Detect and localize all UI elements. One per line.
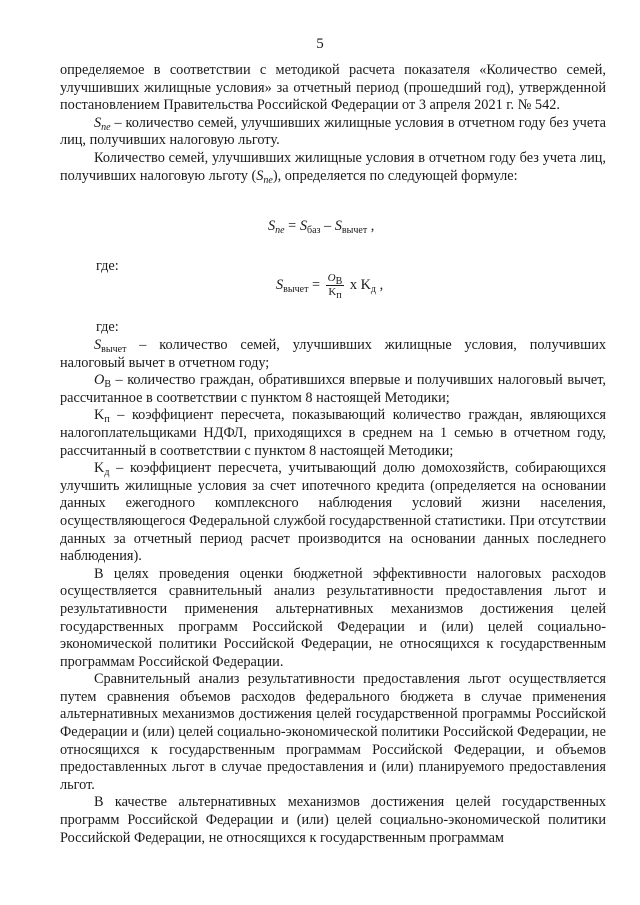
where-label-1: где: bbox=[96, 258, 119, 274]
definition-svychet: $S_{вычет}$ – количество семей, улучшивших жилищные условия, получивших налоговый вычет в отчетном году; bbox=[60, 337, 606, 371]
definition-kp: $K_п$ – коэффициент пересчета, показывающий количество граждан, являющихся налогоплательщиками НДФЛ, приходящихся в среднем на 1 семью в отчетном году, рассчитанный в соответствии с пунктом 8 настоящей Методики; bbox=[60, 407, 606, 459]
page-number: 5 bbox=[316, 36, 324, 52]
paragraph-methodology-reference: определяемое в соответствии с методикой расчета показателя «Количество семей, улучшивших жилищные условия» за отчетный период (прошедший год), утвержденной постановлением Правительства Российской Федерации от 3 апреля 2021 г. № 542. bbox=[60, 62, 606, 114]
formula-svychet: $S_{вычет}$ = $\frac{O_B}{K_п}$ x $K_д$ , bbox=[276, 272, 384, 301]
definition-ov: $O_B$ – количество граждан, обратившихся впервые и получивших налоговый вычет, рассчитанное в соответствии с пунктом 8 настоящей Методики; bbox=[60, 372, 606, 406]
paragraph-alternative-mechanisms: В качестве альтернативных механизмов достижения целей государственных программ Российской Федерации и (или) целей социально-экономической политики Российской Федерации, не относящихся к государственным программам bbox=[60, 794, 606, 846]
definition-sne: $S_{ne}$ – количество семей, улучшивших жилищные условия в отчетном году без учета лиц, получивших налоговую льготу. bbox=[60, 114, 606, 149]
formula-sne: $S_{ne} = S_{баз} - S_{вычет}$ , bbox=[268, 218, 375, 236]
paragraph-budget-efficiency: В целях проведения оценки бюджетной эффективности налоговых расходов осуществляется сравнительный анализ результативности предоставления льгот и результативности применения альтернативных механизмов достижения целей государственных программ Российской Федерации и (или) целей социально-экономической политики Российской Федерации, не относящихся к государственным программам Российской Федерации. bbox=[60, 565, 606, 670]
paragraph-comparative-analysis: Сравнительный анализ результативности предоставления льгот осуществляется путем сравнения объемов расходов федерального бюджета в случае применения альтернативных механизмов достижения целей государственной программы Российской Федерации и (или) целей социально-экономической политики Российской Федерации, не относящихся к государственным программам Российской Федерации, и объемов предоставленных льгот в случае предоставления и (или) планируемого предоставления льгот. bbox=[60, 671, 606, 793]
fraction: $\frac{O_B}{K_п}$ bbox=[327, 272, 343, 301]
where-label-2: где: bbox=[96, 319, 119, 335]
text-block-top bbox=[60, 62, 606, 185]
definition-kd: $K_д$ – коэффициент пересчета, учитывающий долю домохозяйств, собирающихся улучшить жилищные условия за счет ипотечного кредита (определяется на основании данных ежегодного комплексного наблюдения условий жизни населения, осуществляющегося Федеральной службой государственной статистики. При отсутствии данных за отчетный период расчет производится на основании данных последнего наблюдения). bbox=[60, 460, 606, 565]
paragraph-sne-intro: Количество семей, улучшивших жилищные условия в отчетном году без учета лиц, получивших налоговую льготу $(S_{ne})$, определяется по следующей формуле: bbox=[60, 149, 606, 186]
text-block-bottom bbox=[60, 337, 606, 847]
